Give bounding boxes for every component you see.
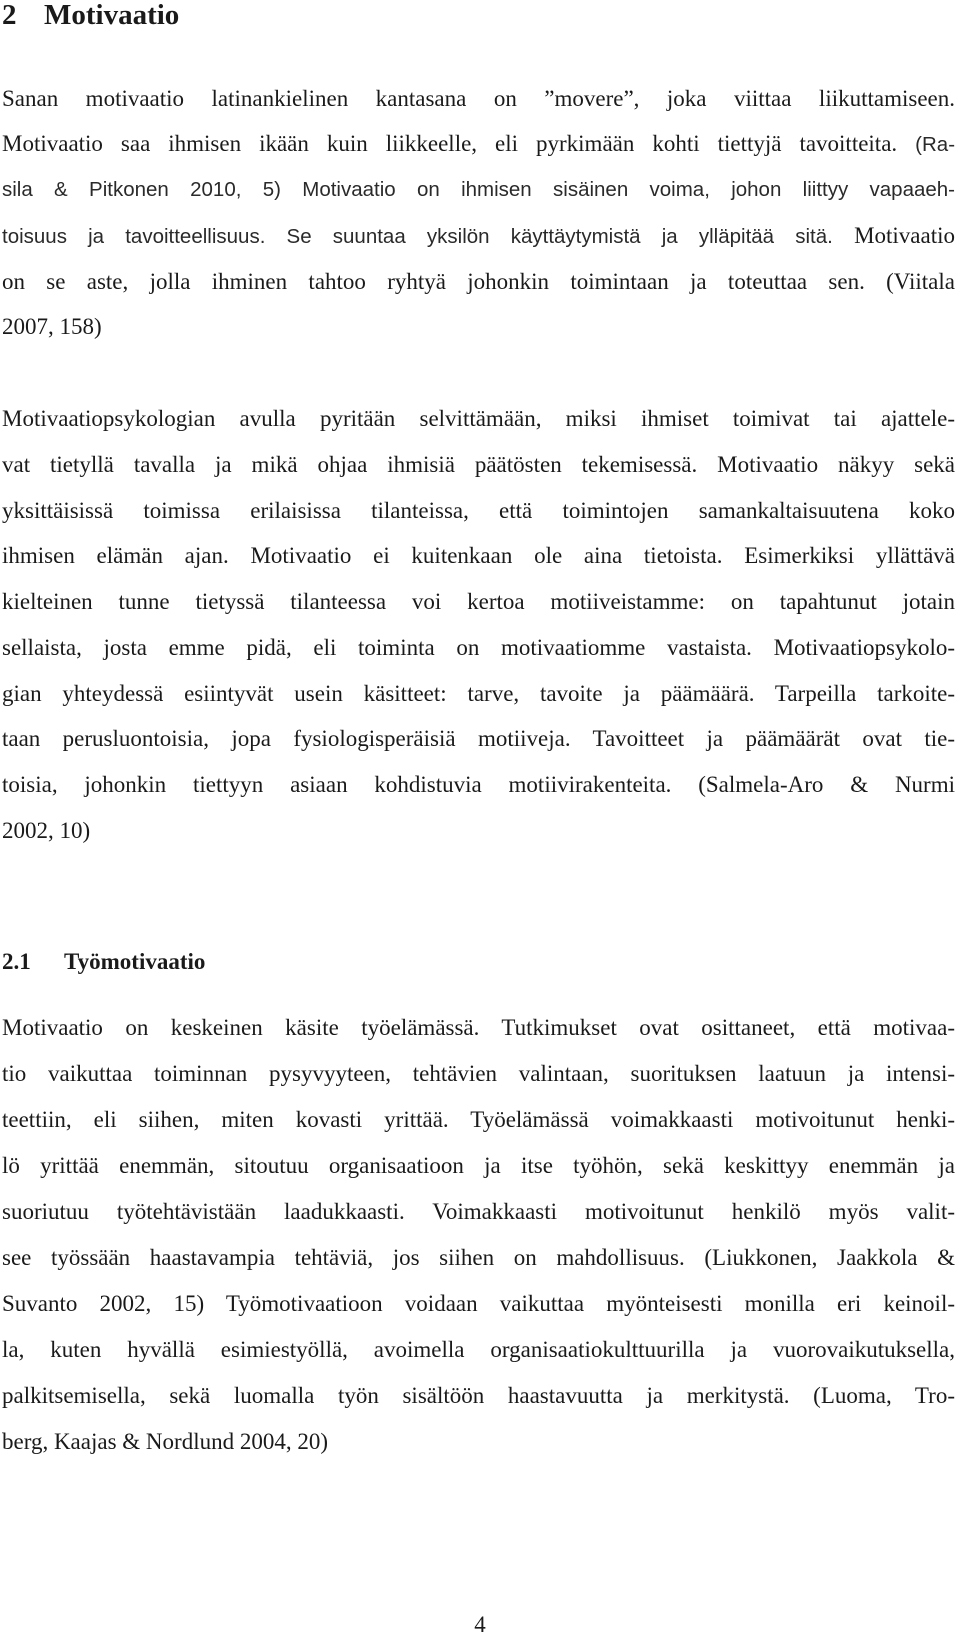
paragraph-2-line-10: 2002, 10): [2, 818, 91, 843]
paragraph-1-line-2-citation: (Ra-: [915, 133, 956, 156]
paragraph-3-line-3: teettiin, eli siihen, miten kovasti yrittää. Työelämässä voimakkaasti motivoitunut henki-: [2, 1107, 955, 1132]
paragraph-3-line-1: Motivaatio on keskeinen käsite työelämässä. Tutkimukset ovat osittaneet, että motivaa-: [2, 1015, 955, 1040]
paragraph-1-line-4-end: Motivaatio: [854, 223, 955, 248]
paragraph-3-line-8: la, kuten hyvällä esimiestyöllä, avoimella organisaatiokulttuurilla ja vuorovaikutuksella,: [2, 1337, 955, 1362]
section-title: Motivaatio: [44, 0, 180, 31]
paragraph-1-line-3: sila & Pitkonen 2010, 5) Motivaatio on ihmisen sisäinen voima, johon liittyy vapaaeh-: [2, 178, 955, 201]
paragraph-1-line-4: [2, 222, 955, 251]
paragraph-2-line-6: sellaista, josta emme pidä, eli toiminta on motivaatiomme vastaista. Motivaatiopsykolo-: [2, 635, 955, 660]
paragraph-3-line-6: see työssään haastavampia tehtäviä, jos siihen on mahdollisuus. (Liukkonen, Jaakkola &: [2, 1245, 955, 1270]
paragraph-2-line-8: taan perusluontoisia, jopa fysiologisperäisiä motiiveja. Tavoitteet ja päämäärät ovat tie-: [2, 726, 955, 751]
paragraph-1-line-6: 2007, 158): [2, 314, 102, 339]
subsection-heading: [2, 947, 205, 977]
section-heading: [2, 0, 179, 30]
paragraph-3-line-2: tio vaikuttaa toiminnan pysyvyyteen, tehtävien valintaan, suorituksen laatuun ja intensi-: [2, 1061, 955, 1086]
paragraph-3-line-5: suoriutuu työtehtävistään laadukkaasti. Voimakkaasti motivoitunut henkilö myös valit-: [2, 1199, 955, 1224]
paragraph-3-line-4: lö yrittää enemmän, sitoutuu organisaatioon ja itse työhön, sekä keskittyy enemmän ja: [2, 1153, 955, 1178]
paragraph-1-line-1: Sanan motivaatio latinankielinen kantasana on ”movere”, joka viittaa liikuttamiseen.: [2, 86, 955, 111]
subsection-number: 2.1: [2, 949, 31, 974]
paragraph-1-line-2-text: Motivaatio saa ihmisen ikään kuin liikkeelle, eli pyrkimään kohti tiettyjä tavoitteita.: [2, 131, 898, 156]
paragraph-3-line-10: berg, Kaajas & Nordlund 2004, 20): [2, 1429, 328, 1454]
paragraph-2-line-9: toisia, johonkin tiettyyn asiaan kohdistuvia motiivirakenteita. (Salmela-Aro & Nurmi: [2, 772, 955, 797]
paragraph-2-line-1: Motivaatiopsykologian avulla pyritään selvittämään, miksi ihmiset toimivat tai ajattele-: [2, 406, 955, 431]
section-number: 2: [2, 0, 17, 31]
paragraph-2-line-4: ihmisen elämän ajan. Motivaatio ei kuitenkaan ole aina tietoista. Esimerkiksi yllättävä: [2, 543, 955, 568]
page-number: 4: [474, 1612, 486, 1637]
paragraph-1-line-4-text: toisuus ja tavoitteellisuus. Se suuntaa yksilön käyttäytymistä ja ylläpitää sitä.: [2, 225, 833, 248]
paragraph-2-line-2: vat tietyllä tavalla ja mikä ohjaa ihmisiä päätösten tekemisessä. Motivaatio näkyy sekä: [2, 452, 955, 477]
paragraph-2-line-3: yksittäisissä toimissa erilaisissa tilanteissa, että toimintojen samankaltaisuutena koko: [2, 498, 955, 523]
paragraph-1-line-5: on se aste, jolla ihminen tahtoo ryhtyä johonkin toimintaan ja toteuttaa sen. (Viitala: [2, 269, 955, 294]
paragraph-1-line-2: [2, 130, 955, 159]
paragraph-3-line-9: palkitsemisella, sekä luomalla työn sisältöön haastavuutta ja merkitystä. (Luoma, Tro-: [2, 1383, 955, 1408]
paragraph-2-line-5: kielteinen tunne tietyssä tilanteessa voi kertoa motiiveistamme: on tapahtunut jotain: [2, 589, 955, 614]
subsection-title: Työmotivaatio: [64, 949, 206, 974]
paragraph-2-line-7: gian yhteydessä esiintyvät usein käsitteet: tarve, tavoite ja päämäärä. Tarpeilla tarkoite-: [2, 681, 955, 706]
paragraph-3-line-7: Suvanto 2002, 15) Työmotivaatioon voidaan vaikuttaa myönteisesti monilla eri keinoil-: [2, 1291, 955, 1316]
